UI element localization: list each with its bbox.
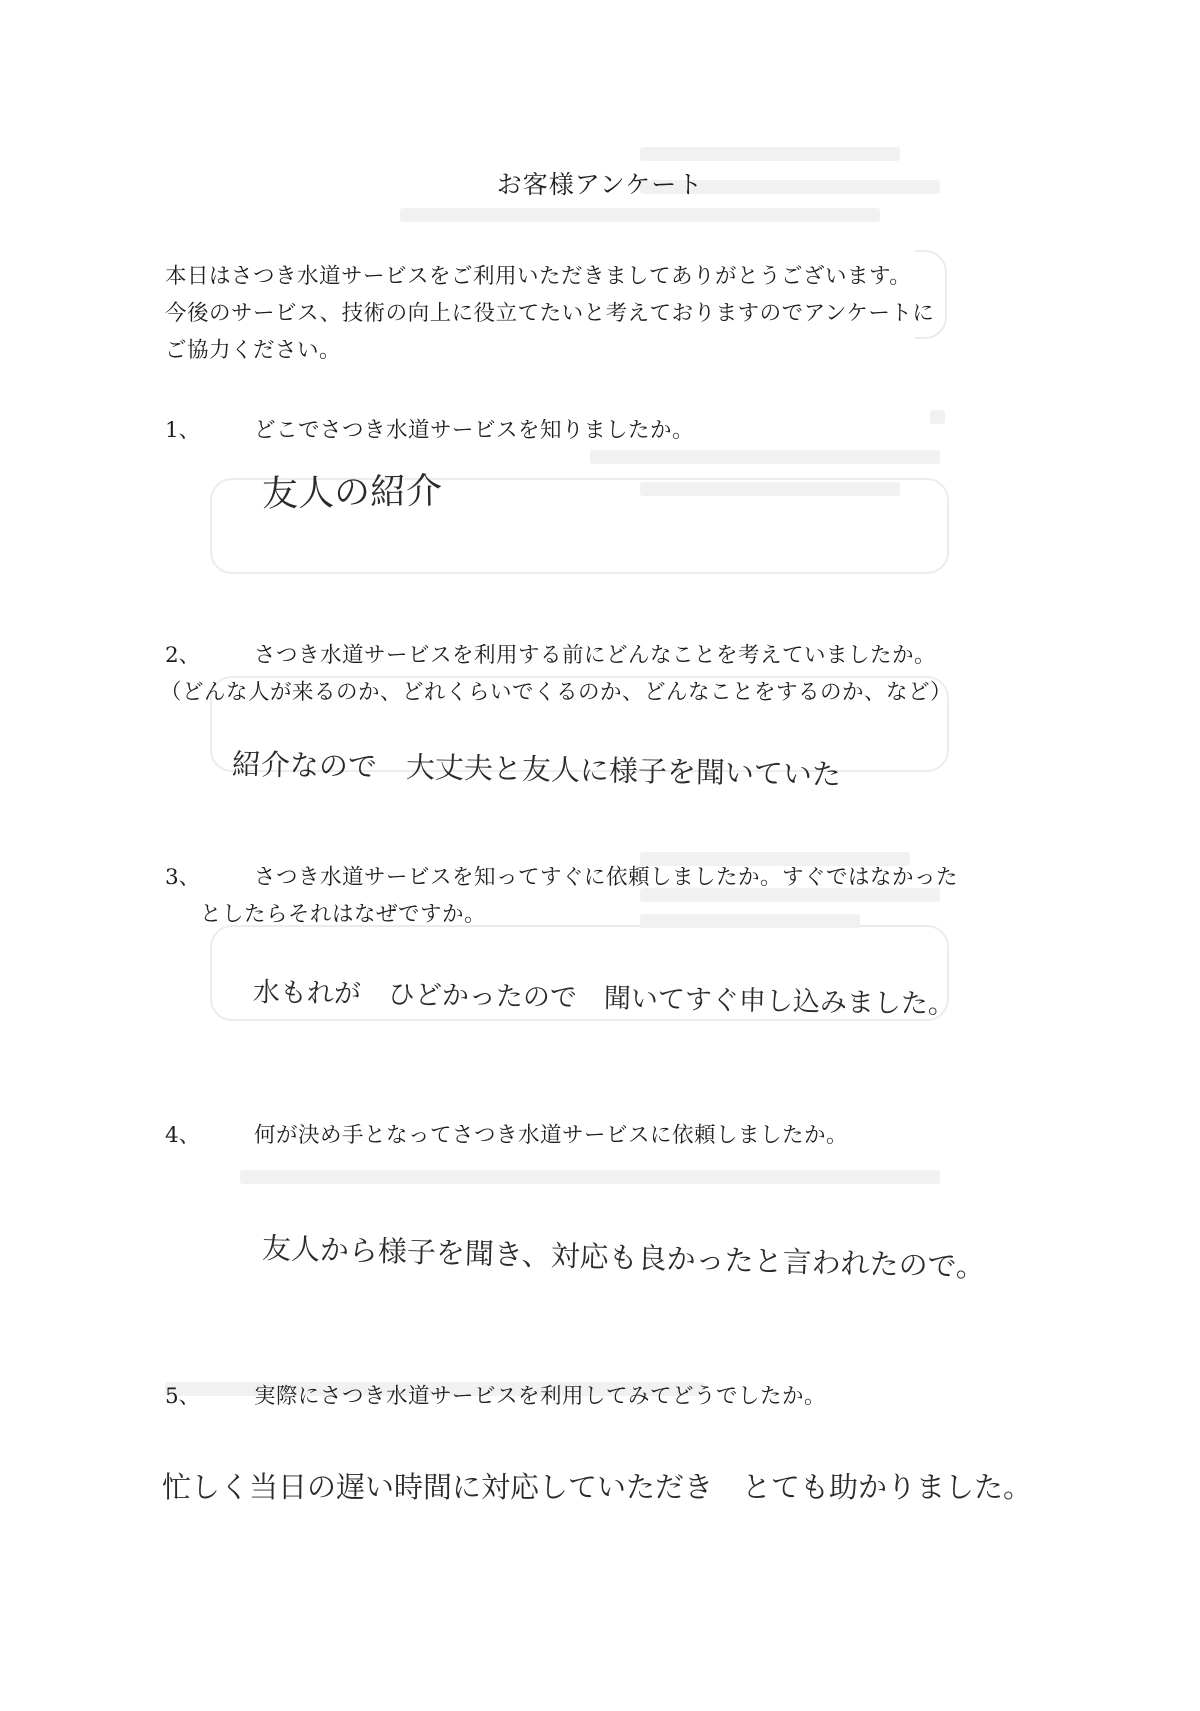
question-subtext: （どんな人が来るのか、どれくらいでくるのか、どんなことをするのか、など） (160, 680, 953, 705)
intro-line: ご協力ください。 (165, 338, 342, 363)
question-number: 3、 (165, 865, 201, 890)
handwritten-answer: 忙しく当日の遅い時間に対応していただき とても助かりました。 (162, 1470, 1033, 1504)
intro-line: 本日はさつき水道サービスをご利用いただきましてありがとうございます。 (165, 264, 912, 289)
handwritten-answer: 水もれが ひどかったので 聞いてすぐ申し込みました。 (252, 977, 956, 1021)
survey-title: お客様アンケート (496, 170, 704, 199)
question-number: 5、 (165, 1384, 201, 1409)
question-text: 何が決め手となってさつき水道サービスに依頼しましたか。 (254, 1123, 849, 1148)
question-text: さつき水道サービスを知ってすぐに依頼しましたか。すぐではなかった (254, 865, 959, 890)
show-through-text (240, 1170, 940, 1184)
question-subtext: としたらそれはなぜですか。 (200, 902, 487, 927)
question-number: 4、 (165, 1123, 201, 1148)
show-through-text (640, 914, 860, 928)
question-text: どこでさつき水道サービスを知りましたか。 (254, 418, 695, 443)
show-through-text (640, 482, 900, 496)
question-text: さつき水道サービスを利用する前にどんなことを考えていましたか。 (254, 643, 937, 668)
show-through-text (640, 147, 900, 161)
handwritten-answer: 紹介なので 大丈夫と友人に様子を聞いていた (231, 747, 842, 792)
show-through-text (400, 208, 880, 222)
intro-line: 今後のサービス、技術の向上に役立てたいと考えておりますのでアンケートに (165, 301, 935, 326)
handwritten-answer: 友人から様子を聞き、対応も良かったと言われたので。 (261, 1231, 986, 1284)
show-through-text (930, 410, 945, 424)
question-text: 実際にさつき水道サービスを利用してみてどうでしたか。 (254, 1384, 827, 1409)
question-number: 1、 (165, 418, 201, 443)
show-through-text (590, 450, 940, 464)
handwritten-answer: 友人の紹介 (261, 470, 443, 515)
question-number: 2、 (165, 643, 201, 668)
intro-text (165, 258, 1065, 369)
